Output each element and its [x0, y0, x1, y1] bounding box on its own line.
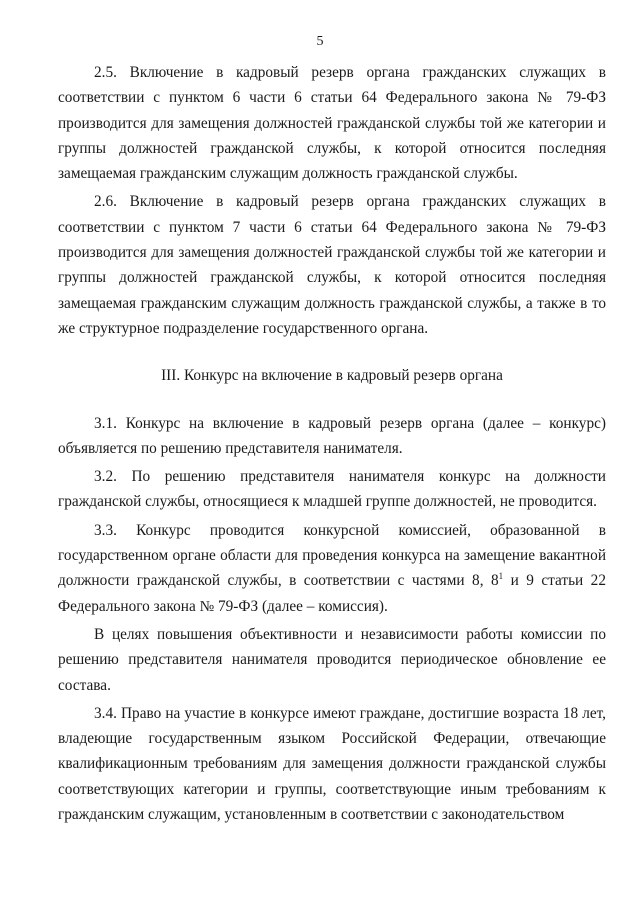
paragraph-3-3: [58, 518, 606, 619]
paragraph-2-6: 2.6. Включение в кадровый резерв органа гражданских служащих в соответствии с пунктом 7 части 6 статьи 64 Федерального закона № 79-ФЗ производится для замещения должностей гражданской службы той же категории и группы должностей гражданской службы, к которой относится последняя замещаемая гражданским служащим должность гражданской службы, а также в то же структурное подразделение государственного органа.: [58, 193, 606, 337]
paragraph-2-5: 2.5. Включение в кадровый резерв органа гражданских служащих в соответствии с пунктом 6 части 6 статьи 64 Федерального закона № 79-ФЗ производится для замещения должностей гражданской службы той же категории и группы должностей гражданской службы, к которой относится последняя замещаемая гражданским служащим должность гражданской службы.: [58, 64, 606, 183]
section-heading: III. Конкурс на включение в кадровый резерв органа: [161, 367, 503, 385]
paragraph-3-2: 3.2. По решению представителя нанимателя конкурс на должности гражданской службы, относящиеся к младшей группе должностей, не проводится.: [58, 468, 606, 511]
paragraph-3-3-text-b: и 9 статьи 22 Федерального закона № 79-ФЗ (далее – комиссия).: [58, 572, 606, 615]
paragraph-3-4: 3.4. Право на участие в конкурсе имеют граждане, достигшие возраста 18 лет, владеющие государственным языком Российской Федерации, отвечающие квалификационным требованиям для замещения должности гражданской службы соответствующих категории и группы, соответствующие иным требованиям к гражданским служащим, установленным в соответствии с законодательством: [58, 704, 606, 824]
page-number: 5: [316, 34, 324, 49]
paragraph-3-3-continued: В целях повышения объективности и независимости работы комиссии по решению представителя нанимателя проводится периодическое обновление ее состава.: [58, 625, 606, 694]
document-body: [58, 60, 606, 830]
paragraph-3-1: 3.1. Конкурс на включение в кадровый резерв органа (далее – конкурс) объявляется по решению представителя нанимателя.: [58, 414, 606, 457]
superscript-index: 1: [498, 571, 504, 582]
paragraph-3-3-text-a: 3.3. Конкурс проводится конкурсной комиссией, образованной в государственном органе области для проведения конкурса на замещение вакантной должности гражданской службы, в соответствии с частями 8, 8: [58, 521, 606, 590]
